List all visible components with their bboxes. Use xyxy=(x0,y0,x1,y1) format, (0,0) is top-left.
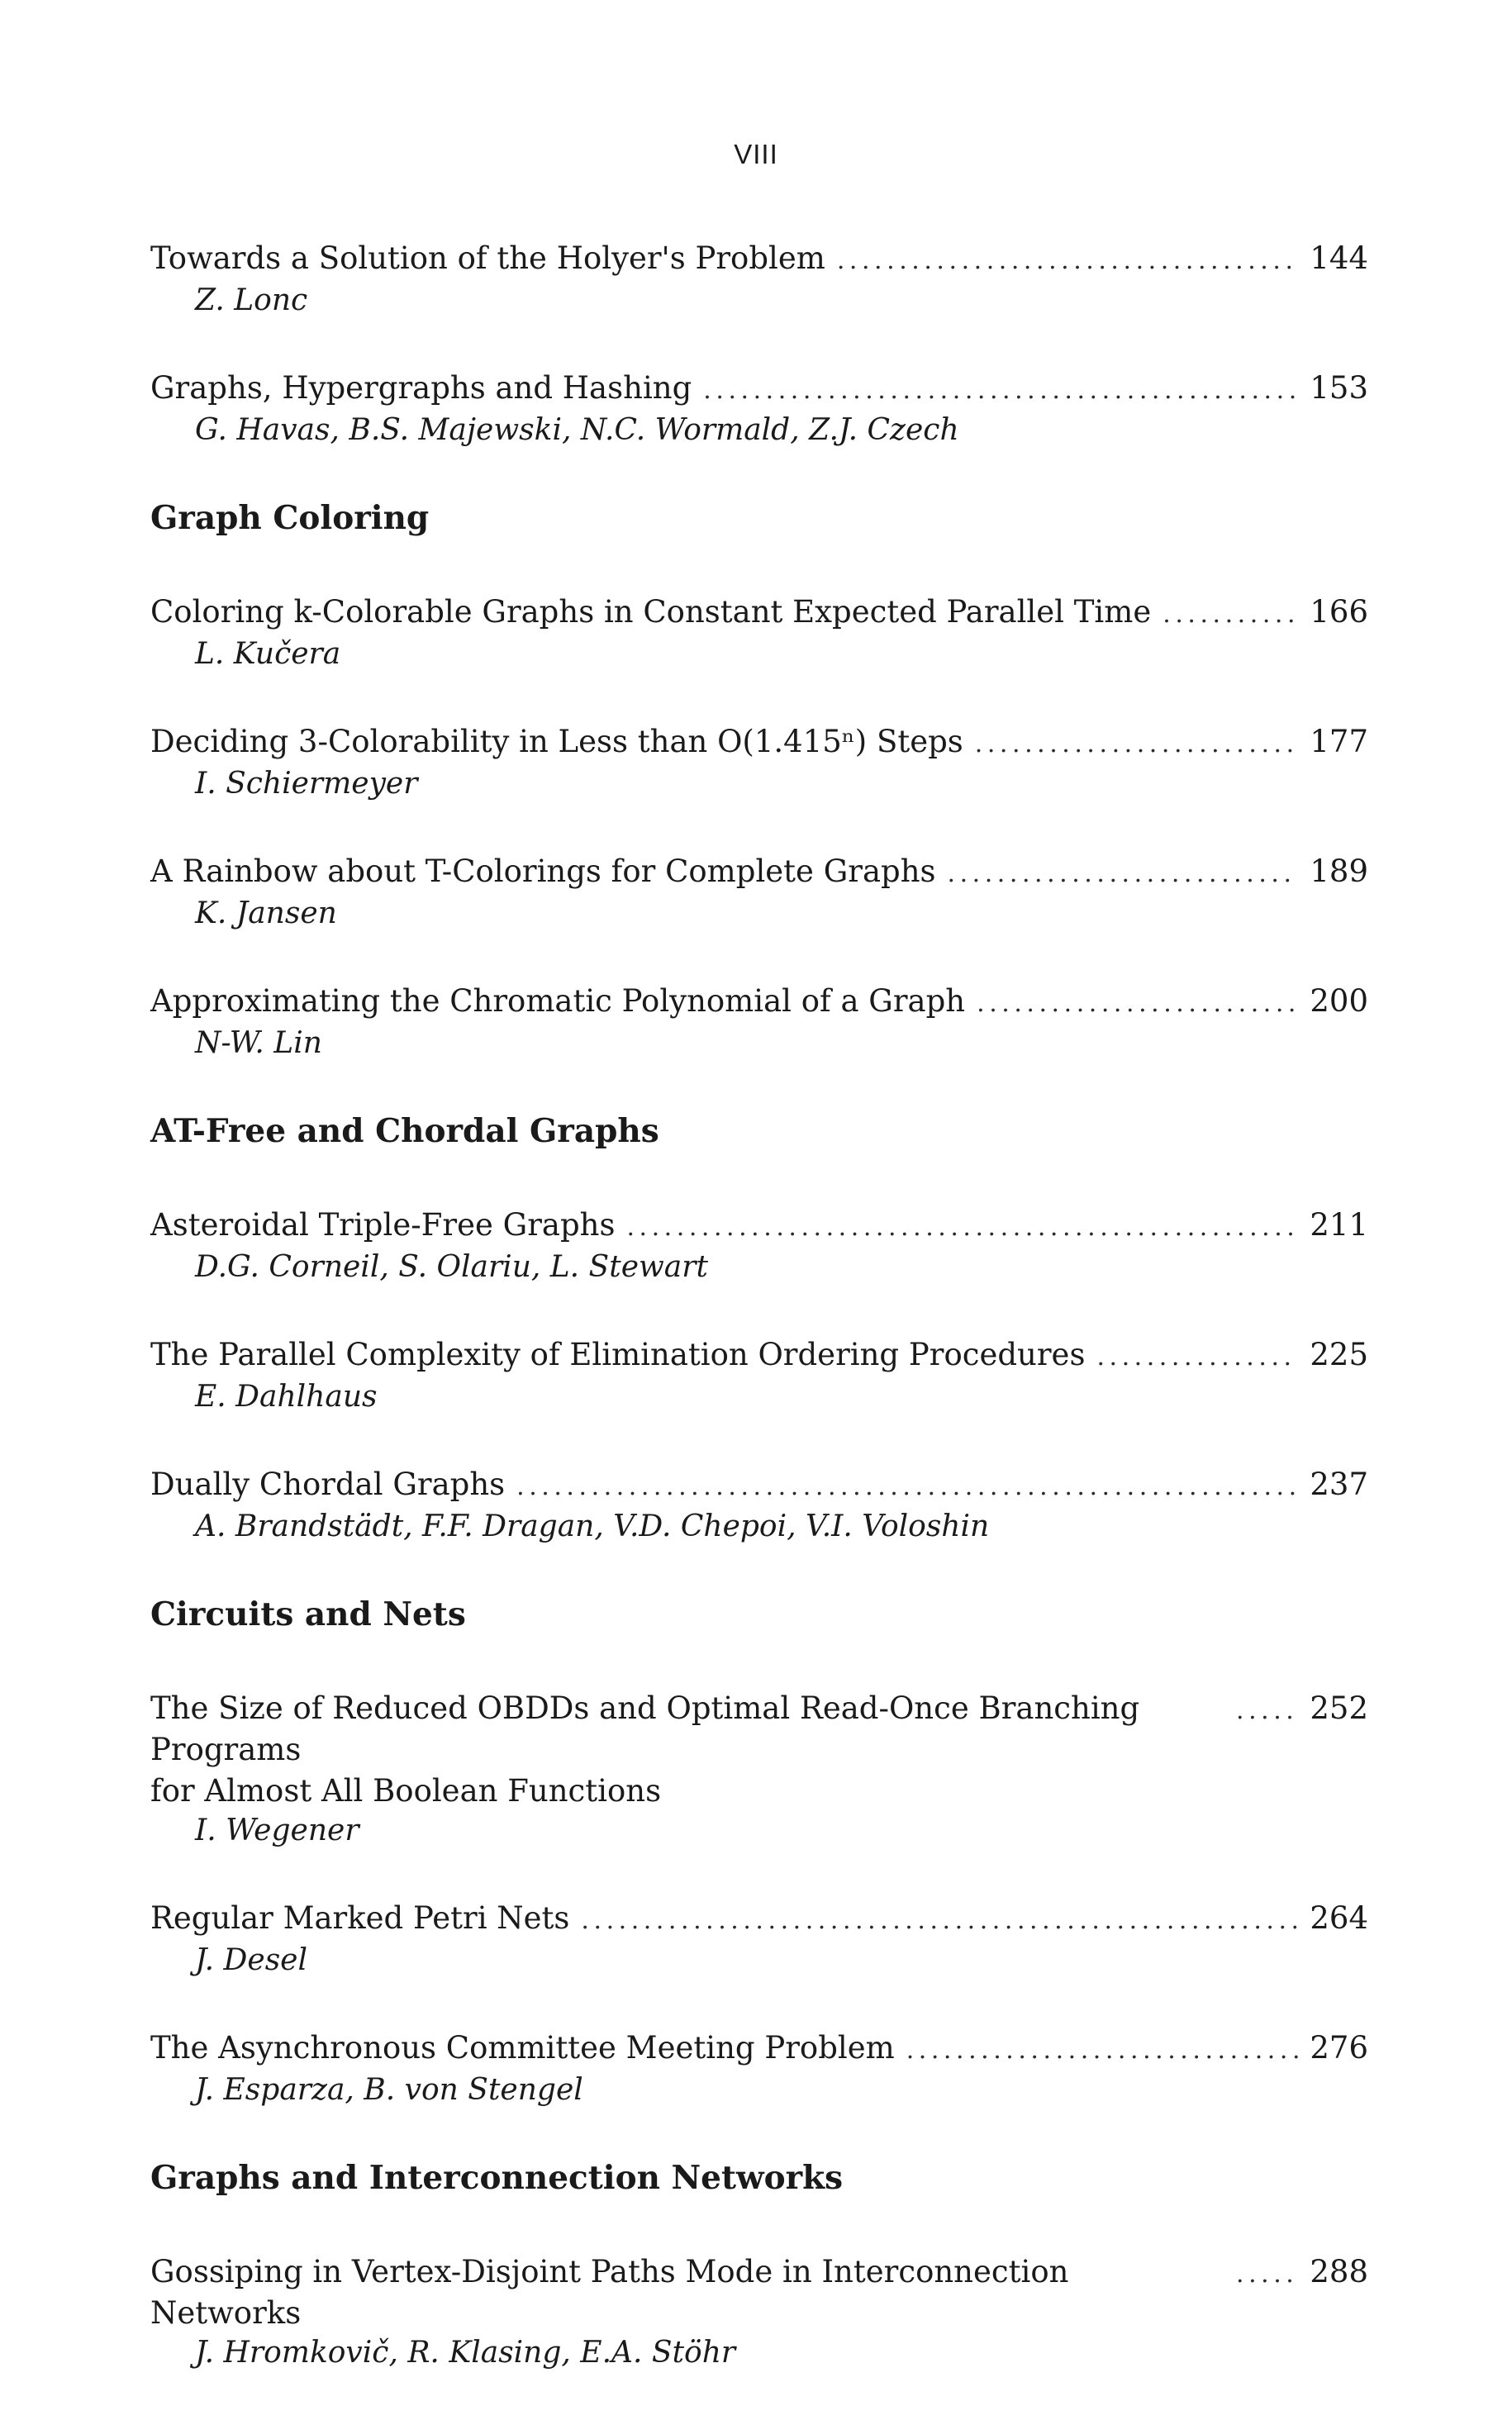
toc-entry xyxy=(150,851,1368,933)
toc-entry-title: Towards a Solution of the Holyer's Problem xyxy=(150,240,825,276)
toc-entry xyxy=(150,1205,1368,1286)
toc-entry-line xyxy=(150,1205,1368,1248)
toc-entry-page-number: 200 xyxy=(1310,983,1368,1019)
toc-entry-title: The Size of Reduced OBDDs and Optimal Read-Once Branching Programs xyxy=(150,1690,1140,1767)
toc-entry xyxy=(150,981,1368,1063)
toc-entry-line xyxy=(150,592,1368,635)
toc-entry-authors: D.G. Corneil, S. Olariu, L. Stewart xyxy=(195,1250,708,1284)
toc-entry-authors: G. Havas, B.S. Majewski, N.C. Wormald, Z.J. Czech xyxy=(195,413,959,447)
toc-entry-line xyxy=(150,851,1368,895)
toc-entry-page-number: 225 xyxy=(1310,1337,1368,1372)
toc-entry-title: Coloring k-Colorable Graphs in Constant Expected Parallel Time xyxy=(150,594,1152,630)
toc-entry-page-number: 264 xyxy=(1310,1900,1368,1936)
page-number: VIII xyxy=(734,139,778,169)
toc-entry-authors: K. Jansen xyxy=(195,896,337,930)
toc-entry xyxy=(150,368,1368,449)
toc-entry-page-number: 276 xyxy=(1310,2030,1368,2066)
toc-entry xyxy=(150,1464,1368,1546)
toc-entry-line xyxy=(150,238,1368,282)
toc-entry xyxy=(150,592,1368,673)
toc-entry-title-continuation: for Almost All Boolean Functions xyxy=(150,1773,662,1809)
toc-entry-line xyxy=(150,721,1368,765)
toc-entry-line xyxy=(150,1464,1368,1508)
toc-entry-authors: I. Schiermeyer xyxy=(195,767,418,801)
toc-entry xyxy=(150,721,1368,803)
toc-entry-authors: J. Hromkovič, R. Klasing, E.A. Stöhr xyxy=(195,2336,736,2370)
toc-entry-page-number: 153 xyxy=(1310,370,1368,406)
dot-leader xyxy=(581,1898,1298,1942)
toc-entry-title: Gossiping in Vertex-Disjoint Paths Mode in Interconnection Networks xyxy=(150,2254,1069,2331)
toc-entry-title: Asteroidal Triple-Free Graphs xyxy=(150,1207,616,1243)
dot-leader xyxy=(1236,1688,1298,1732)
dot-leader xyxy=(516,1464,1298,1508)
section-heading: Graphs and Interconnection Networks xyxy=(150,2159,844,2197)
toc-entry-title: A Rainbow about T-Colorings for Complete Graphs xyxy=(150,853,936,889)
section-heading: Circuits and Nets xyxy=(150,1595,466,1633)
dot-leader xyxy=(1096,1334,1298,1378)
toc-entry-page-number: 252 xyxy=(1310,1690,1368,1726)
toc-entry xyxy=(150,238,1368,320)
dot-leader xyxy=(1236,2251,1298,2295)
toc-entry xyxy=(150,1898,1368,1980)
section-heading: AT-Free and Chordal Graphs xyxy=(150,1112,659,1150)
toc-entry xyxy=(150,1688,1368,1850)
toc-entry-page-number: 211 xyxy=(1310,1207,1368,1243)
toc-entry xyxy=(150,2251,1368,2372)
toc-entry-page-number: 237 xyxy=(1310,1467,1368,1502)
toc-entry xyxy=(150,2028,1368,2109)
toc-entry-line xyxy=(150,981,1368,1025)
toc-entry-authors: Z. Lonc xyxy=(195,283,308,317)
toc-entry-title: Approximating the Chromatic Polynomial of a Graph xyxy=(150,983,966,1019)
toc-entry-title: Graphs, Hypergraphs and Hashing xyxy=(150,370,692,406)
dot-leader xyxy=(948,851,1299,895)
toc-entry-page-number: 189 xyxy=(1310,853,1368,889)
toc-entry-authors: L. Kučera xyxy=(195,637,341,671)
toc-entry-title: Dually Chordal Graphs xyxy=(150,1467,506,1502)
table-of-contents xyxy=(150,238,1368,2420)
toc-entry-line xyxy=(150,368,1368,411)
toc-entry-line xyxy=(150,1334,1368,1378)
toc-entry-authors: A. Brandstädt, F.F. Dragan, V.D. Chepoi, V.I. Voloshin xyxy=(195,1510,990,1543)
dot-leader xyxy=(626,1205,1298,1248)
toc-entry-line xyxy=(150,1688,1368,1771)
dot-leader xyxy=(977,981,1298,1025)
toc-entry xyxy=(150,1334,1368,1416)
toc-entry-authors: J. Desel xyxy=(195,1943,307,1977)
toc-entry-authors: J. Esparza, B. von Stengel xyxy=(195,2073,583,2107)
toc-entry-line xyxy=(150,1898,1368,1942)
toc-entry-title: Regular Marked Petri Nets xyxy=(150,1900,570,1936)
toc-entry-authors: I. Wegener xyxy=(195,1814,359,1847)
dot-leader xyxy=(703,368,1298,411)
dot-leader xyxy=(1163,592,1298,635)
toc-entry-authors: E. Dahlhaus xyxy=(195,1380,378,1414)
toc-entry-title: Deciding 3-Colorability in Less than O(1.415ⁿ) Steps xyxy=(150,724,963,759)
toc-entry-page-number: 166 xyxy=(1310,594,1368,630)
toc-entry-page-number: 144 xyxy=(1310,240,1368,276)
dot-leader xyxy=(975,721,1299,765)
toc-entry-authors: N-W. Lin xyxy=(195,1026,322,1060)
toc-entry-page-number: 177 xyxy=(1310,724,1368,759)
section-heading: Graph Coloring xyxy=(150,499,430,537)
toc-entry-title: The Asynchronous Committee Meeting Problem xyxy=(150,2030,895,2066)
toc-entry-line xyxy=(150,2251,1368,2334)
toc-entry-title: The Parallel Complexity of Elimination Ordering Procedures xyxy=(150,1337,1086,1372)
toc-entry-page-number: 288 xyxy=(1310,2254,1368,2289)
dot-leader xyxy=(837,238,1299,282)
dot-leader xyxy=(906,2028,1299,2071)
toc-entry-line xyxy=(150,2028,1368,2071)
